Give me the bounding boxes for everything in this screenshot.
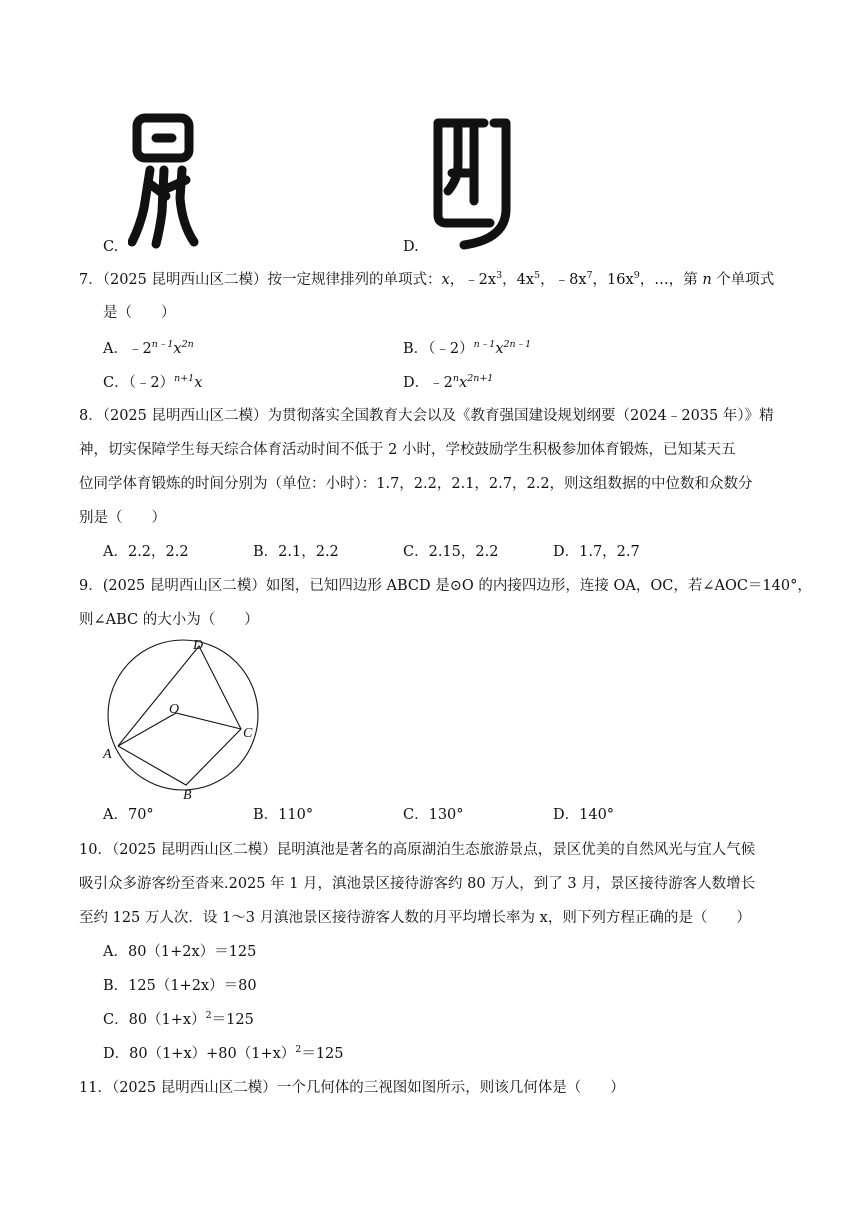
q10-option-a: A．80（1+2x）＝125 [103,944,257,960]
q8-option-b: B．2.1，2.2 [253,544,339,560]
q9-option-a: A．70° [103,807,154,823]
q9-option-d: D．140° [553,807,615,823]
q9-option-c: C．130° [403,807,464,823]
q10-option-b: B．125（1+2x）＝80 [103,978,257,994]
question-8-line1: 8．（2025 昆明西山区二模）为贯彻落实全国教育大会以及《教育强国建设规划纲要（2024﹣2035 年）》精 [79,408,774,424]
question-9-line2: 则∠ABC 的大小为（ ） [79,612,259,628]
question-11-line1: 11．（2025 昆明西山区二模）一个几何体的三视图如图所示，则该几何体是（ ） [79,1080,625,1096]
point-a-label: A [103,747,112,762]
q10-option-d: D．$80(1+x)+80(1+x)^2=125$ [103,1044,344,1062]
question-9-line1: 9．(2025 昆明西山区二模）如图，已知四边形 ABCD 是⊙O 的内接四边形，连接 OA，OC，若∠AOC＝140°， [79,578,812,594]
q8-option-c: C．2.15，2.2 [403,544,499,560]
quadrilateral-abcd [118,646,241,785]
q7-option-b: B．$(﹣2)^{n﹣1}x^{2n﹣1}$ [403,339,532,357]
question-7-stem-line2: 是（ ） [103,305,176,321]
question-8-line4: 别是（ ） [79,510,166,526]
q7-option-d: D．$﹣2^nx^{2n+1}$ [403,373,494,391]
question-number: 7． [79,272,103,288]
question-8-line3: 位同学体育锻炼的时间分别为（单位：小时）：1.7，2.2，2.1，2.7，2.2，则这组数据的中位数和众数分 [79,476,753,492]
circle-quadrilateral-figure [96,632,266,804]
q8-option-d: D．1.7，2.7 [553,544,640,560]
question-7-stem: 7．（2025 昆明西山区二模）按一定规律排列的单项式：x，$﹣2x^3$，$4x^5$，$﹣8x^7$，$16x^9$，…，第 n 个单项式 [79,270,775,288]
point-o-label: O [169,702,180,717]
q7-option-c: C．（﹣2）$^{n+1}$x [103,373,203,391]
q8-option-a: A．2.2，2.2 [103,544,189,560]
point-c-label: C [243,726,253,741]
question-10-line2: 吸引众多游客纷至沓来.2025 年 1 月，滇池景区接待游客约 80 万人，到了 3 月，景区接待游客人数增长 [79,876,756,892]
radii-oa-oc [118,713,241,746]
seal-character-c [128,108,200,250]
seal-character-d [430,113,514,251]
question-8-line2: 神，切实保障学生每天综合体育活动时间不低于 2 小时，学校鼓励学生积极参加体育锻炼，已知某天五 [79,442,736,458]
q10-option-c: C．$80(1+x)^2=125$ [103,1010,254,1028]
q9-option-b: B．110° [253,807,314,823]
question-10-line3: 至约 125 万人次．设 1～3 月滇池景区接待游客人数的月平均增长率为 x，则下列方程正确的是（ ） [79,910,751,926]
question-10-line1: 10．（2025 昆明西山区二模）昆明滇池是著名的高原湖泊生态旅游景点，景区优美的自然风光与宜人气候 [79,842,756,858]
question-source: （2025 昆明西山区二模） [102,272,268,288]
point-b-label: B [183,788,192,803]
point-d-label: D [193,638,204,653]
option-c-label: C. [103,239,119,255]
option-d-label: D. [403,239,419,255]
q7-option-a: A．$﹣2^{n﹣1}x^{2n}$ [103,339,194,357]
